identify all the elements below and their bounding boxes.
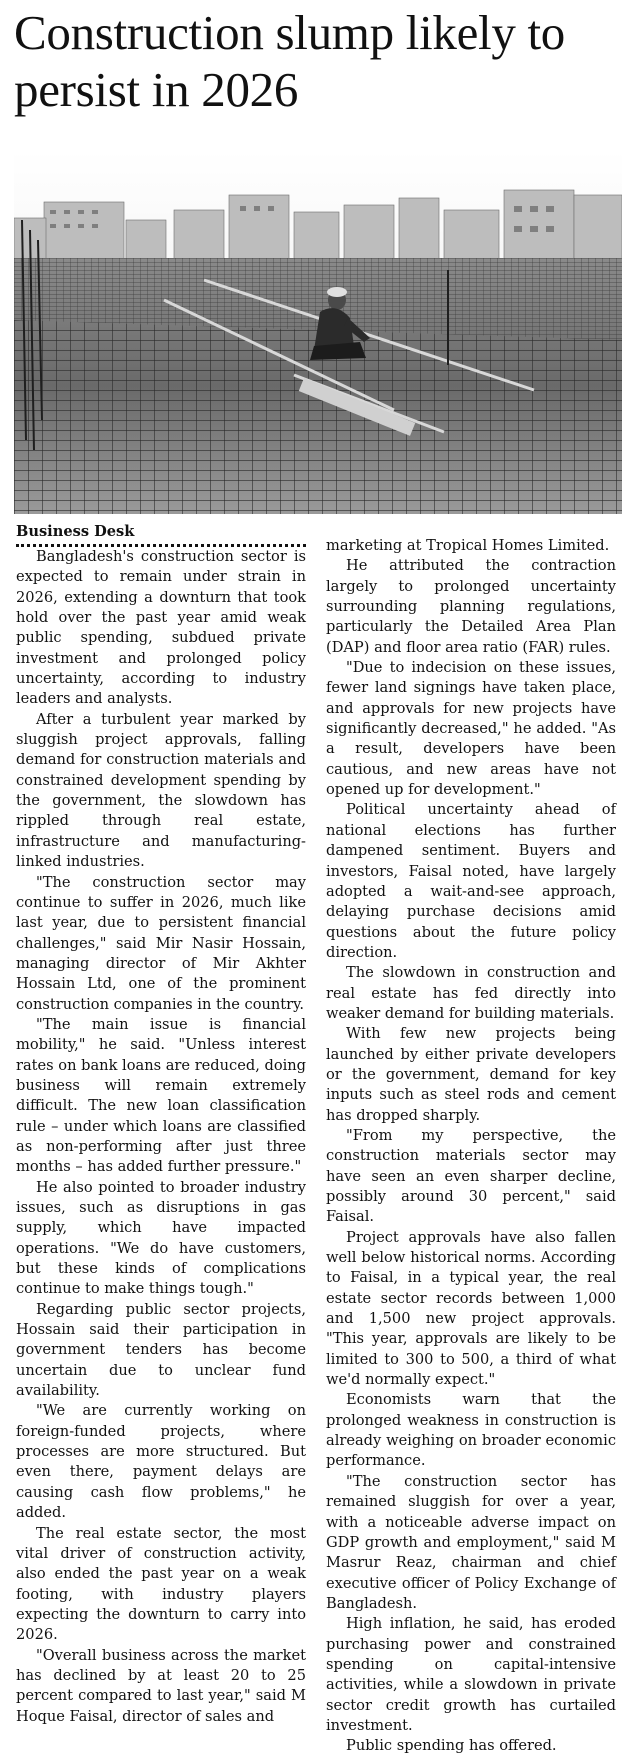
paragraph: Political uncertainty ahead of national elections has further dampened sentiment. Buyers and investors, Faisal noted, have largely adopted a wait-and-see approach, delaying purchase decisions amid questions about the future policy direction. — [326, 801, 616, 961]
paragraph: The slowdown in construction and real estate has fed directly into weaker demand for building materials. — [326, 964, 616, 1022]
paragraph: He attributed the contraction largely to prolonged uncertainty surrounding planning regulations, particularly the Detailed Area Plan (DAP) and floor area ratio (FAR) rules. — [326, 557, 616, 656]
paragraph: "Overall business across the market has declined by at least 20 to 25 percent compared to last year," said M Hoque Faisal, director of sales and — [16, 1646, 306, 1725]
paragraph: He also pointed to broader industry issues, such as disruptions in gas supply, which have impacted operations. "We do have customers, but these kinds of complications continue to make things tough." — [16, 1178, 306, 1298]
paragraph: Project approvals have also fallen well below historical norms. According to Faisal, in a typical year, the real estate sector records between 1,000 and 1,500 new project approvals. "This year, approvals are likely to be limited to 300 to 500, a third of what we'd normally expect." — [326, 1228, 616, 1389]
article-column-1 — [16, 522, 306, 1727]
paragraph: "From my perspective, the construction materials sector may have seen an even sharper decline, possibly around 30 percent," said Faisal. — [326, 1126, 616, 1226]
construction-site-photo-icon — [14, 150, 622, 514]
paragraph: Public spending has offered. — [346, 1737, 557, 1755]
paragraph: "The main issue is financial mobility," he said. "Unless interest rates on bank loans are reduced, doing business will remain extremely difficult. The new loan classification rule – under which loans are classified as non-performing after just three months – has added further pressure." — [16, 1015, 307, 1176]
paragraph: "The construction sector has remained sluggish for over a year, with a noticeable adverse impact on GDP growth and employment," said M Masrur Reaz, chairman and chief executive officer of Policy Exchange of Bangladesh. — [326, 1472, 616, 1612]
paragraph: "Due to indecision on these issues, fewer land signings have taken place, and approvals for new projects have significantly decreased," he added. "As a result, developers have been cautious, and new areas have not opened up for development." — [326, 659, 616, 799]
paragraph: After a turbulent year marked by sluggish project approvals, falling demand for construction materials and constrained development spending by the government, the slowdown has rippled through real estate, infrastructure and manufacturing-linked industries. — [16, 710, 306, 871]
paragraph: The real estate sector, the most vital driver of construction activity, also ended the past year on a weak footing, with industry players expecting the downturn to carry into 2026. — [16, 1524, 306, 1644]
paragraph: Regarding public sector projects, Hossain said their participation in government tenders has become uncertain due to unclear fund availability. — [16, 1300, 306, 1400]
paragraph: Economists warn that the prolonged weakness in construction is already weighing on broader economic performance. — [326, 1391, 616, 1470]
paragraph: Bangladesh's construction sector is expected to remain under strain in 2026, extending a downturn that took hold over the past year amid weak public spending, subdued private investment and prolonged policy uncertainty, according to industry leaders and analysts. — [16, 548, 306, 708]
byline: Business Desk — [16, 522, 306, 547]
paragraph: High inflation, he said, has eroded purchasing power and constrained spending on capital-intensive activities, while a slowdown in private sector credit growth has curtailed investment. — [326, 1615, 616, 1734]
paragraph: "The construction sector may continue to suffer in 2026, much like last year, due to persistent financial challenges," said Mir Nasir Hossain, managing director of Mir Akhter Hossain Ltd, one of the prominent construction companies in the country. — [16, 873, 306, 1013]
paragraph-continuation: marketing at Tropical Homes Limited. — [326, 537, 610, 554]
article-column-2 — [326, 536, 616, 1757]
paragraph: With few new projects being launched by either private developers or the government, demand for key inputs such as steel rods and cement has dropped sharply. — [326, 1025, 616, 1124]
paragraph: "We are currently working on foreign-funded projects, where processes are more structured. But even there, payment delays are causing cash flow problems," he added. — [16, 1402, 306, 1522]
headline: Construction slump likely to persist in 2026 — [14, 5, 566, 117]
article-photo — [14, 150, 622, 514]
